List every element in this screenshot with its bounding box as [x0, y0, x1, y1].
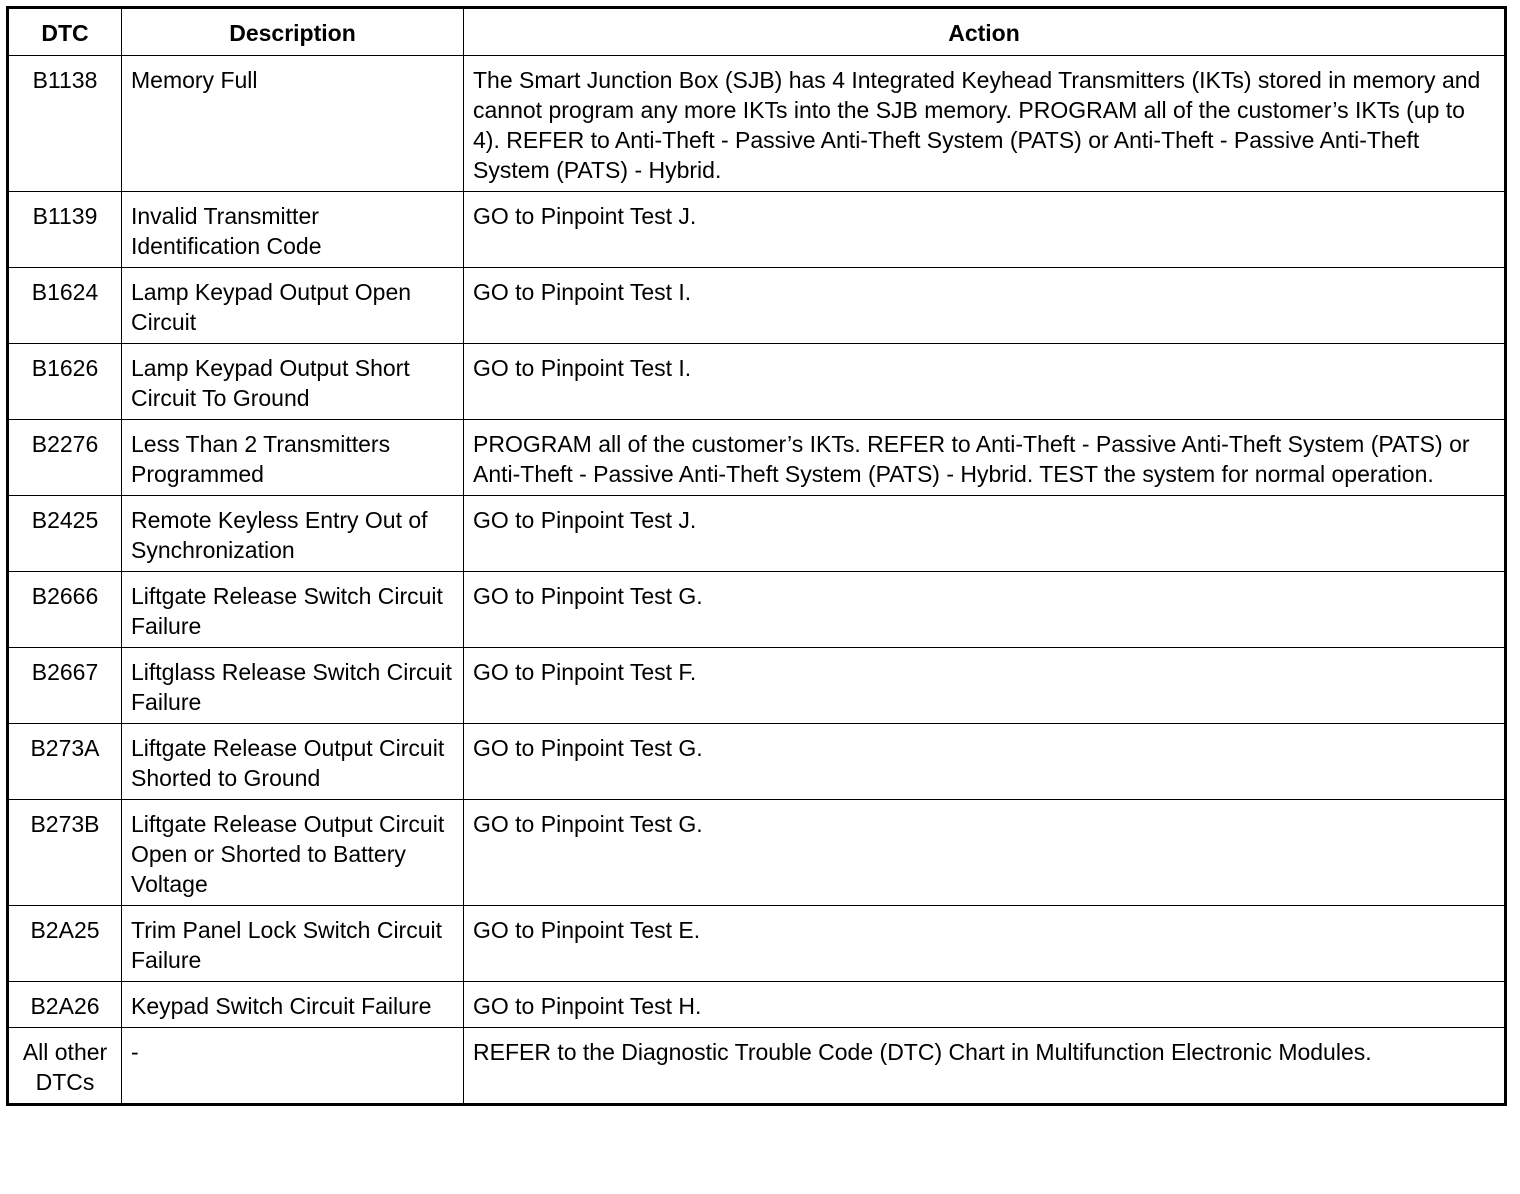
description-cell: - [122, 1028, 464, 1105]
action-cell: GO to Pinpoint Test G. [464, 724, 1506, 800]
description-cell: Lamp Keypad Output Open Circuit [122, 268, 464, 344]
dtc-table [6, 6, 1507, 1106]
description-cell: Invalid Transmitter Identification Code [122, 192, 464, 268]
table-row [8, 1028, 1506, 1105]
action-cell: GO to Pinpoint Test H. [464, 982, 1506, 1028]
description-cell: Liftglass Release Switch Circuit Failure [122, 648, 464, 724]
description-cell: Memory Full [122, 56, 464, 192]
action-cell: GO to Pinpoint Test J. [464, 192, 1506, 268]
action-cell: PROGRAM all of the customer’s IKTs. REFER to Anti-Theft - Passive Anti-Theft System (PATS) or Anti-Theft - Passive Anti-Theft System (PATS) - Hybrid. TEST the system for normal operation. [464, 420, 1506, 496]
action-cell: GO to Pinpoint Test F. [464, 648, 1506, 724]
dtc-cell: B1626 [8, 344, 122, 420]
dtc-cell: B273B [8, 800, 122, 906]
table-row [8, 800, 1506, 906]
action-cell: GO to Pinpoint Test I. [464, 268, 1506, 344]
action-cell: GO to Pinpoint Test E. [464, 906, 1506, 982]
description-cell: Liftgate Release Switch Circuit Failure [122, 572, 464, 648]
action-cell: GO to Pinpoint Test I. [464, 344, 1506, 420]
description-cell: Keypad Switch Circuit Failure [122, 982, 464, 1028]
dtc-cell: B2667 [8, 648, 122, 724]
table-row [8, 724, 1506, 800]
dtc-cell: B2666 [8, 572, 122, 648]
dtc-cell: B1139 [8, 192, 122, 268]
description-cell: Lamp Keypad Output Short Circuit To Ground [122, 344, 464, 420]
dtc-cell: B2A26 [8, 982, 122, 1028]
header-dtc: DTC [8, 8, 122, 56]
table-row [8, 982, 1506, 1028]
table-row [8, 344, 1506, 420]
dtc-cell: All other DTCs [8, 1028, 122, 1105]
description-cell: Liftgate Release Output Circuit Open or Shorted to Battery Voltage [122, 800, 464, 906]
dtc-cell: B2425 [8, 496, 122, 572]
action-cell: GO to Pinpoint Test J. [464, 496, 1506, 572]
description-cell: Trim Panel Lock Switch Circuit Failure [122, 906, 464, 982]
table-row [8, 420, 1506, 496]
header-action: Action [464, 8, 1506, 56]
table-row [8, 648, 1506, 724]
table-row [8, 572, 1506, 648]
dtc-cell: B2276 [8, 420, 122, 496]
description-cell: Liftgate Release Output Circuit Shorted to Ground [122, 724, 464, 800]
description-cell: Less Than 2 Transmitters Programmed [122, 420, 464, 496]
dtc-cell: B1624 [8, 268, 122, 344]
table-row [8, 268, 1506, 344]
header-row [8, 8, 1506, 56]
header-description: Description [122, 8, 464, 56]
action-cell: The Smart Junction Box (SJB) has 4 Integrated Keyhead Transmitters (IKTs) stored in memory and cannot program any more IKTs into the SJB memory. PROGRAM all of the customer’s IKTs (up to 4). REFER to Anti-Theft - Passive Anti-Theft System (PATS) or Anti-Theft - Passive Anti-Theft System (PATS) - Hybrid. [464, 56, 1506, 192]
dtc-cell: B1138 [8, 56, 122, 192]
dtc-cell: B2A25 [8, 906, 122, 982]
dtc-cell: B273A [8, 724, 122, 800]
action-cell: REFER to the Diagnostic Trouble Code (DTC) Chart in Multifunction Electronic Modules. [464, 1028, 1506, 1105]
table-row [8, 906, 1506, 982]
action-cell: GO to Pinpoint Test G. [464, 572, 1506, 648]
table-row [8, 192, 1506, 268]
description-cell: Remote Keyless Entry Out of Synchronization [122, 496, 464, 572]
table-row [8, 496, 1506, 572]
action-cell: GO to Pinpoint Test G. [464, 800, 1506, 906]
table-row [8, 56, 1506, 192]
